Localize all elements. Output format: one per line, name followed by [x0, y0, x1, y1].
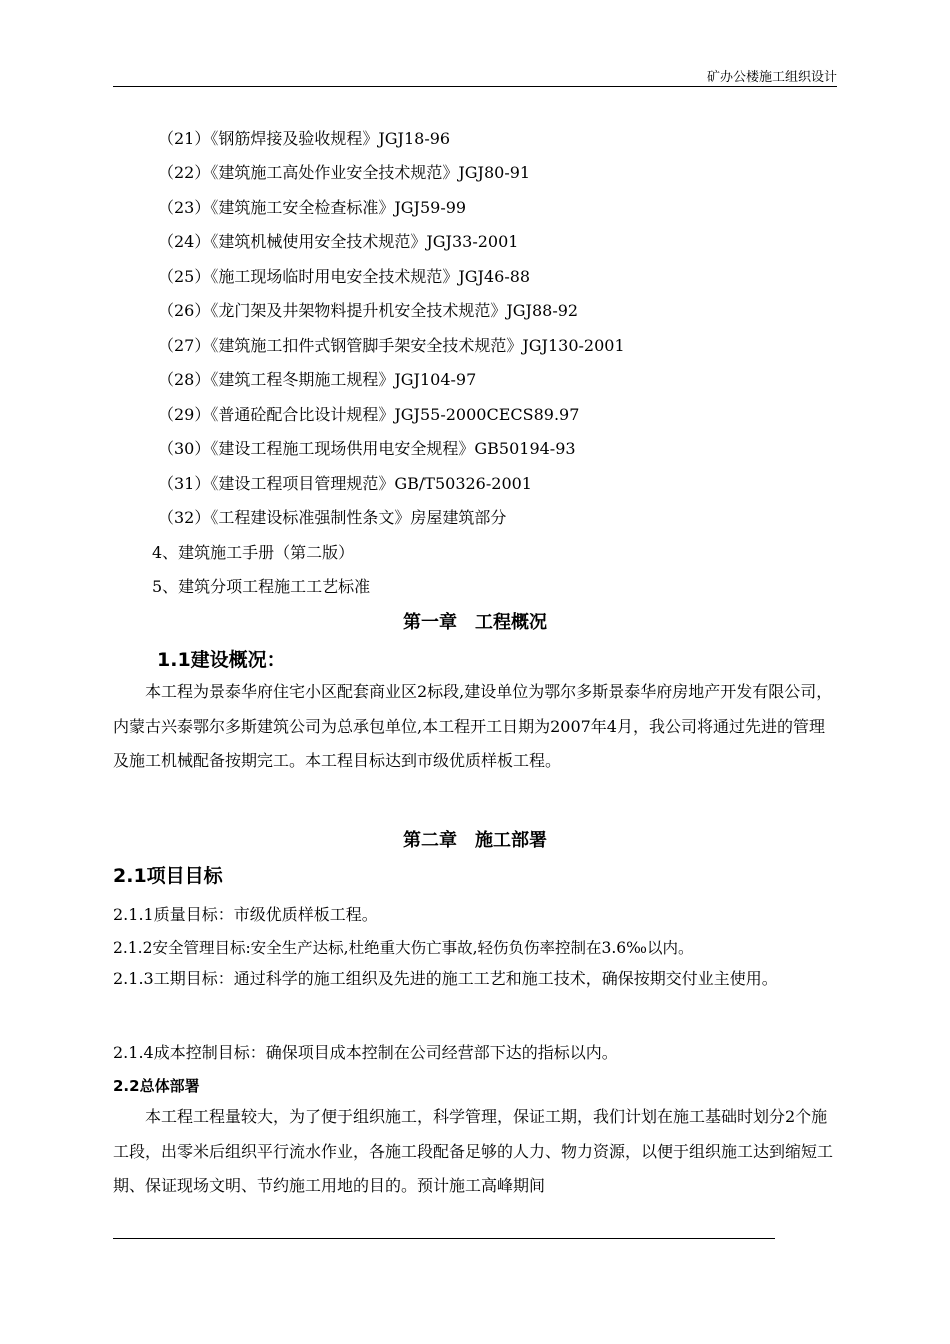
goal-item: 2.1.1质量目标：市级优质样板工程。	[113, 905, 378, 924]
section-heading: 2.2总体部署	[113, 1077, 200, 1095]
goal-item: 2.1.3工期目标：通过科学的施工组织及先进的施工工艺和施工技术，确保按期交付业主使用。	[113, 969, 778, 988]
list-item: 5、建筑分项工程施工工艺标准	[152, 577, 371, 596]
header-rule	[113, 86, 837, 87]
chapter-title: 第一章 工程概况	[403, 612, 547, 633]
goal-item: 2.1.4成本控制目标：确保项目成本控制在公司经营部下达的指标以内。	[113, 1043, 618, 1062]
reference-item: （29）《普通砼配合比设计规程》JGJ55-2000CECS89.97	[158, 405, 580, 424]
reference-item: （25）《施工现场临时用电安全技术规范》JGJ46-88	[158, 267, 531, 286]
section-heading: 2.1项目目标	[113, 865, 223, 887]
reference-item: （27）《建筑施工扣件式钢管脚手架安全技术规范》JGJ130-2001	[158, 336, 625, 355]
goal-item: 2.1.2安全管理目标:安全生产达标,杜绝重大伤亡事故,轻伤负伤率控制在3.6‰以内。	[113, 939, 694, 957]
footer-rule	[113, 1238, 775, 1239]
reference-item: （26）《龙门架及井架物料提升机安全技术规范》JGJ88-92	[158, 301, 579, 320]
reference-item: （22）《建筑施工高处作业安全技术规范》JGJ80-91	[158, 163, 531, 182]
reference-item: （21）《钢筋焊接及验收规程》JGJ18-96	[158, 129, 451, 148]
reference-item: （23）《建筑施工安全检查标准》JGJ59-99	[158, 198, 467, 217]
reference-item: （28）《建筑工程冬期施工规程》JGJ104-97	[158, 370, 477, 389]
chapter-title: 第二章 施工部署	[403, 830, 547, 851]
list-item: 4、建筑施工手册（第二版）	[152, 543, 355, 562]
section-heading: 1.1建设概况：	[157, 649, 286, 671]
running-header: 矿办公楼施工组织设计	[706, 70, 837, 85]
body-paragraph: 本工程为景泰华府住宅小区配套商业区2标段,建设单位为鄂尔多斯景泰华府房地产开发有限公司，内蒙古兴泰鄂尔多斯建筑公司为总承包单位,本工程开工日期为2007年4月，我公司将通过先进的管理及施工机械配备按期完工。本工程目标达到市级优质样板工程。	[113, 682, 833, 770]
body-paragraph: 本工程工程量较大，为了便于组织施工，科学管理，保证工期，我们计划在施工基础时划分2个施工段，出零米后组织平行流水作业，各施工段配备足够的人力、物力资源，以便于组织施工达到缩短工期、保证现场文明、节约施工用地的目的。预计施工高峰期间	[113, 1107, 834, 1195]
reference-item: （32）《工程建设标准强制性条文》房屋建筑部分	[158, 508, 507, 527]
reference-item: （31）《建设工程项目管理规范》GB/T50326-2001	[158, 474, 532, 493]
reference-item: （30）《建设工程施工现场供用电安全规程》GB50194-93	[158, 439, 576, 458]
reference-item: （24）《建筑机械使用安全技术规范》JGJ33-2001	[158, 232, 519, 251]
